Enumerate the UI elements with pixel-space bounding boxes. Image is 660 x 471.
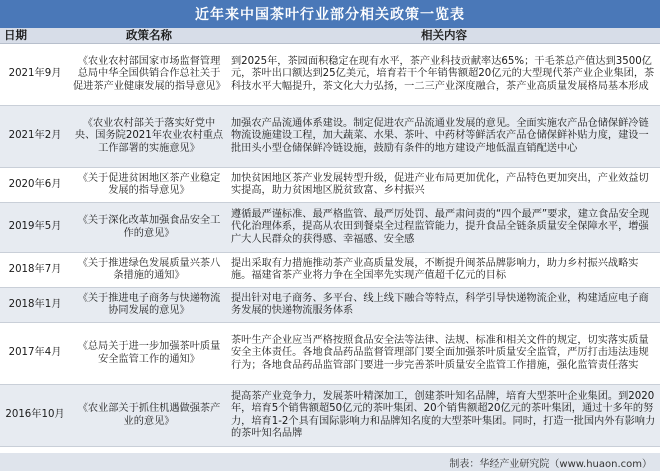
cell-policy-name: 《关于推进绿色发展质量兴茶八条措施的通知》: [70, 253, 228, 288]
table-row: [0, 203, 660, 253]
header-name: 政策名称: [70, 28, 228, 44]
cell-content: 加强农产品流通体系建设。制定促进农产品流通业发展的意见。全面实施农产品仓储保鲜冷链物流设施建设工程，加大蔬菜、水果、茶叶、中药材等鲜活农产品仓储保鲜补贴力度，建设一批田头小型仓储保鲜冷链设施，鼓励有条件的地方建设产地低温直销配送中心: [228, 106, 660, 168]
cell-policy-name: 《关于促进贫困地区茶产业稳定发展的指导意见》: [70, 168, 228, 203]
table-row: [0, 168, 660, 203]
cell-date: 2018年1月: [0, 288, 70, 323]
cell-date: 2016年10月: [0, 385, 70, 447]
header-content: 相关内容: [228, 28, 660, 44]
cell-content: 提出针对电子商务、多平台、线上线下融合等特点，科学引导快递物流企业，构建适应电子商务发展的快递物流服务体系: [228, 288, 660, 323]
policy-table: [0, 28, 660, 447]
cell-date: 2017年4月: [0, 323, 70, 385]
cell-content: 提高茶产业竞争力，发展茶叶精深加工，创建茶叶知名品牌，培育大型茶叶企业集团。到2020年，培育5个销售额超50亿元的茶叶集团、20个销售额超20亿元的茶叶集团，通过十多年的努力，培育1-2个具有国际影响力和品牌知名度的大型茶叶集团。同时，打造一批国内外有影响力的茶叶知名品牌: [228, 385, 660, 447]
cell-policy-name: 《总局关于进一步加强茶叶质量安全监管工作的通知》: [70, 323, 228, 385]
cell-date: 2020年6月: [0, 168, 70, 203]
header-row: [0, 28, 660, 44]
cell-date: 2021年9月: [0, 44, 70, 106]
table-title: [0, 0, 660, 28]
cell-content: 提出采取有力措施推动茶产业高质量发展，不断提升闽茶品牌影响力，助力乡村振兴战略实施。福建省茶产业将力争在全国率先实现产值超千亿元的目标: [228, 253, 660, 288]
table-row: [0, 44, 660, 106]
table-title-text: 近年来中国茶叶行业部分相关政策一览表: [195, 7, 465, 23]
cell-date: 2021年2月: [0, 106, 70, 168]
cell-date: 2019年5月: [0, 203, 70, 253]
cell-policy-name: 《农业部关于抓住机遇做强茶产业的意见》: [70, 385, 228, 447]
cell-policy-name: 《关于深化改革加强食品安全工作的意见》: [70, 203, 228, 253]
table-row: [0, 253, 660, 288]
source-footer: [0, 453, 660, 471]
cell-content: 加快贫困地区茶产业发展转型升级，促进产业布局更加优化，产品特色更加突出，产业效益切实提高，助力贫困地区脱贫致富、乡村振兴: [228, 168, 660, 203]
source-text: 制表：华经产业研究院（www.huaon.com）: [449, 458, 652, 470]
cell-date: 2018年7月: [0, 253, 70, 288]
cell-policy-name: 《农业农村部国家市场监督管理总局中华全国供销合作总社关于促进茶产业健康发展的指导意见》: [70, 44, 228, 106]
table-row: [0, 385, 660, 447]
cell-content: 茶叶生产企业应当严格按照食品安全法等法律、法规、标准和相关文件的规定，切实落实质量安全主体责任。各地食品药品监督管理部门要全面加强茶叶质量安全监管，严厉打击违法违规行为；各地食品药品监管部门要进一步完善茶叶质量安全监管工作措施，强化监管责任落实: [228, 323, 660, 385]
table-row: [0, 323, 660, 385]
table-row: [0, 106, 660, 168]
cell-policy-name: 《关于推进电子商务与快递物流协同发展的意见》: [70, 288, 228, 323]
header-date: 日期: [0, 28, 70, 44]
cell-policy-name: 《农业农村部关于落实好党中央、国务院2021年农业农村重点工作部署的实施意见》: [70, 106, 228, 168]
cell-content: 到2025年，茶园面积稳定在现有水平，茶产业科技贡献率达65%；干毛茶总产值达到3500亿元，茶叶出口额达到25亿美元，培育若干个年销售额超20亿元的大型现代茶产业企业集团，茶科技水平大幅提升，茶文化大力弘扬，一二三产业深度融合，茶产业高质量发展格局基本形成: [228, 44, 660, 106]
table-row: [0, 288, 660, 323]
cell-content: 遵循最严谨标准、最严格监管、最严厉处罚、最严肃问责的“四个最严”要求，建立食品安全现代化治理体系，提高从农田到餐桌全过程监管能力，提升食品全链条质量安全保障水平，增强广大人民群众的获得感、幸福感、安全感: [228, 203, 660, 253]
